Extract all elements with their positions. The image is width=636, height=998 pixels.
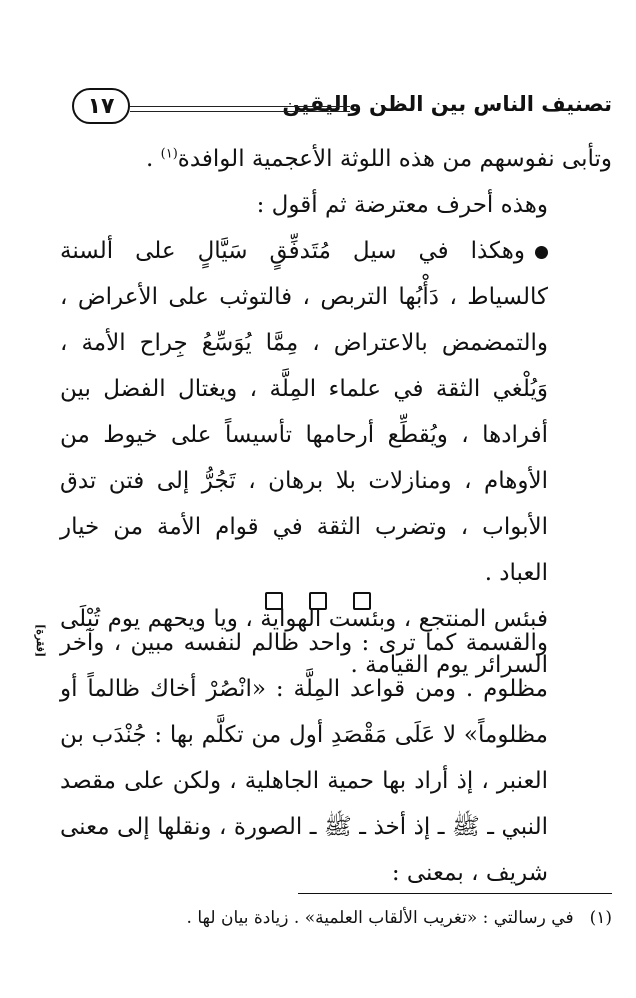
section-separator — [0, 592, 636, 610]
bullet-icon — [535, 246, 548, 259]
bullet-paragraph — [60, 228, 612, 596]
main-text-continued — [60, 620, 612, 896]
margin-note: [فقرة] — [34, 624, 47, 658]
footnote-reference: (١) — [160, 146, 178, 162]
page-header — [72, 88, 612, 128]
footnote — [60, 904, 612, 932]
footnote-rule — [298, 893, 612, 894]
header-rule — [130, 106, 350, 112]
paragraph-text: وهكذا في سيل مُتَدفِّقٍ سَيَّالٍ على ألسنة كالسياط ، دَأْبُها التربص ، فالتوثب على الأعراض ، والتمضمض بالاعتراض ، مِمَّا يُوَسِّعُ جِراح الأمة ، وَيُلْغي الثقة في علماء المِلَّة ، ويغتال الفضل بين أفرادها ، ويُقطِّع أرحامها تأسيساً على خيوط من الأوهام ، ومنازلات بلا برهان ، تَجُرُّ إلى فتن تدق الأبواب ، وتضرب الثقة في قوام الأمة من خيار العباد . — [60, 238, 548, 586]
paragraph — [60, 136, 612, 182]
paragraph: فبئس المنتجع ، وبئست الهواية ، ويا ويحهم يوم تُبْلَى السرائر يوم القيامة . — [60, 606, 548, 678]
square-icon — [309, 592, 327, 610]
paragraph: وهذه أحرف معترضة ثم أقول : — [256, 192, 548, 218]
footnote-text: في رسالتي : «تغريب الألقاب العلمية» . زيادة بيان لها . — [186, 908, 574, 928]
paragraph: والقسمة كما ترى : واحد ظالم لنفسه مبين ، وآخر مظلوم . ومن قواعد المِلَّة : «انْصُرْ أخاك ظالماً أو مظلوماً» لا عَلَى مَقْصَدِ أول من تكلَّم بها : جُنْدَب بن العنبر ، إذ أراد بها حمية الجاهلية ، ولكن على مقصد النبي ـ ﷺ ـ إذ أخذ ـ ﷺ ـ الصورة ، ونقلها إلى معنى شريف ، بمعنى : — [60, 630, 548, 886]
paragraph-end: . — [146, 146, 161, 172]
footnote-marker: (١) — [589, 908, 612, 928]
paragraph-text: وتأبى نفوسهم من هذه اللوثة الأعجمية الوافدة — [177, 146, 612, 172]
page-number: ١٧ — [72, 88, 130, 124]
square-icon — [265, 592, 283, 610]
running-title: تصنيف الناس بين الظن واليقين — [282, 92, 612, 116]
square-icon — [353, 592, 371, 610]
